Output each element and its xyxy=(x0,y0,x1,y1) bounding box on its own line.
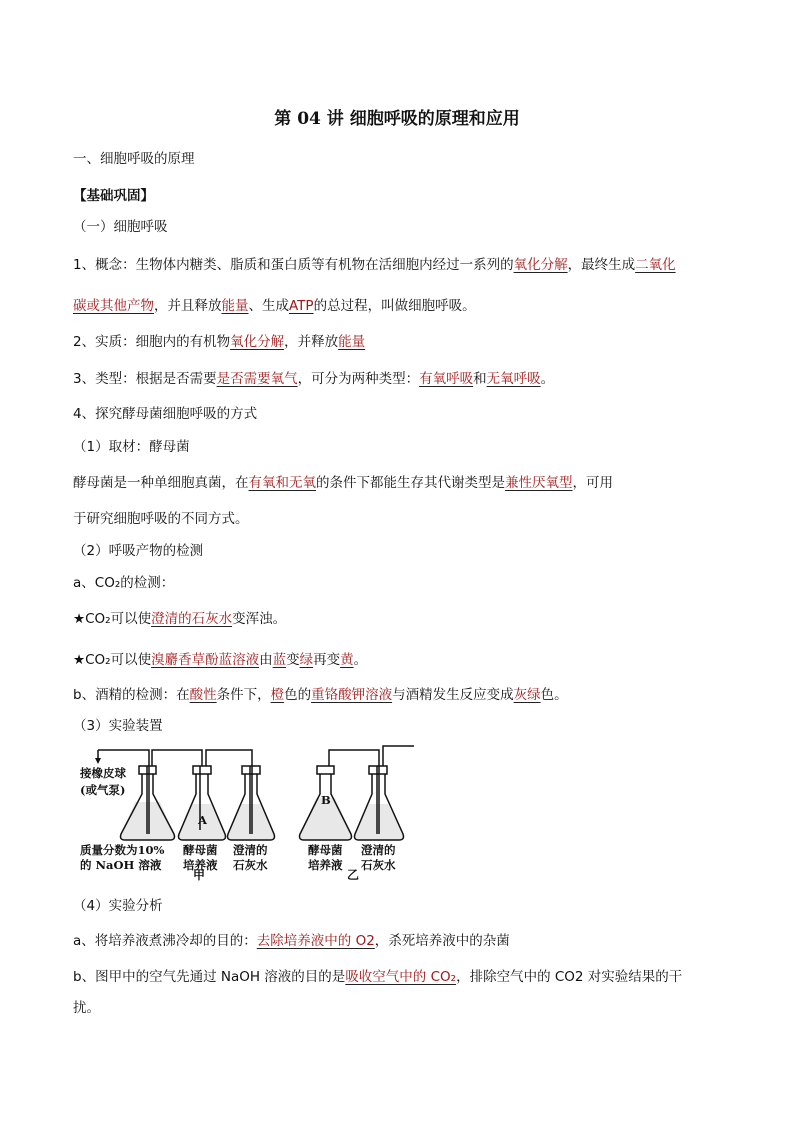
answer-anaerobic: 无氧呼吸 xyxy=(486,371,541,387)
basics-heading: 【基础巩固】 xyxy=(73,188,154,204)
flask-limewater-1 xyxy=(228,766,275,840)
q3-mid2: 和 xyxy=(473,371,487,387)
answer-aerobic: 有氧呼吸 xyxy=(419,371,474,387)
yeast-mid: 的条件下都能生存其代谢类型是 xyxy=(316,475,505,491)
essence-line xyxy=(73,333,365,351)
answer-gray-green: 灰绿 xyxy=(513,687,541,703)
answer-green: 绿 xyxy=(299,652,314,668)
q2-mid: ，并释放 xyxy=(284,334,339,350)
subsection-heading: （一）细胞呼吸 xyxy=(73,219,168,235)
co2-heading: a、CO₂的检测： xyxy=(73,575,175,591)
alcohol-mid2: 色的 xyxy=(284,687,312,703)
section-heading: 一、细胞呼吸的原理 xyxy=(73,151,195,167)
answer-absorb-co2: 吸收空气中的 CO₂ xyxy=(345,969,457,985)
yeast-line-1 xyxy=(73,474,613,492)
q1-mid3: 、生成 xyxy=(248,298,289,314)
alcohol-mid3: 与酒精发生反应变成 xyxy=(392,687,514,703)
caption-yeast-b-1: 酵母菌 xyxy=(308,843,343,857)
figure-label-jia: 甲 xyxy=(193,868,206,882)
q1-prefix: 1、概念：生物体内糖类、脂质和蛋白质等有机物在活细胞内经过一系列的 xyxy=(73,257,514,273)
pump-label-2: (或气泵) xyxy=(80,783,126,797)
q2-prefix: 2、实质：细胞内的有机物 xyxy=(73,334,231,350)
figure-label-yi: 乙 xyxy=(347,868,360,882)
answer-potassium-dichromate: 重铬酸钾溶液 xyxy=(311,687,393,703)
answer-oxidative-decomposition: 氧化分解 xyxy=(513,257,568,273)
types-line xyxy=(73,370,554,388)
co2-1-suffix: 变浑浊。 xyxy=(232,611,287,627)
answer-oxygen-need: 是否需要氧气 xyxy=(216,371,298,387)
q1-mid1: ，最终生成 xyxy=(567,257,636,273)
answer-oxidative-decomposition-2: 氧化分解 xyxy=(230,334,285,350)
concept-line-1 xyxy=(73,256,676,274)
co2-2-mid2: 变 xyxy=(286,652,300,668)
co2-2-suffix: 。 xyxy=(353,652,368,668)
co2-line-2 xyxy=(73,651,367,669)
answer-blue: 蓝 xyxy=(272,652,287,668)
alcohol-line xyxy=(73,686,568,704)
co2-2-mid3: 再变 xyxy=(313,652,341,668)
yeast-prefix: 酵母菌是一种单细胞真菌，在 xyxy=(73,475,249,491)
analysis-b-line-1 xyxy=(73,968,682,986)
q3-prefix: 3、类型：根据是否需要 xyxy=(73,371,217,387)
q1-suffix: 的总过程，叫做细胞呼吸。 xyxy=(313,298,476,314)
co2-1-prefix: ★CO₂可以使 xyxy=(73,611,152,627)
flask-a-label: A xyxy=(198,813,207,827)
page-title: 第 04 讲 细胞呼吸的原理和应用 xyxy=(274,109,520,129)
concept-line-2 xyxy=(73,297,476,315)
answer-facultative-anaerobe: 兼性厌氧型 xyxy=(505,475,573,491)
answer-bromothymol-blue: 溴麝香草酚蓝溶液 xyxy=(151,652,260,668)
analysis-a-prefix: a、将培养液煮沸冷却的目的： xyxy=(73,933,257,949)
yeast-suffix: ，可用 xyxy=(572,475,613,491)
analysis-b-suffix: ，排除空气中的 CO2 对实验结果的干 xyxy=(456,969,683,985)
caption-yeast-a-1: 酵母菌 xyxy=(183,843,218,857)
flask-b-label: B xyxy=(321,793,331,807)
experiment-apparatus-figure xyxy=(78,742,418,882)
q4-heading: 4、探究酵母菌细胞呼吸的方式 xyxy=(73,406,258,422)
co2-line-1 xyxy=(73,610,286,628)
caption-naoh-2: 的 NaOH 溶液 xyxy=(80,858,162,872)
answer-co2-part2: 碳或其他产物 xyxy=(73,298,154,314)
answer-energy: 能量 xyxy=(221,298,249,314)
alcohol-prefix: b、酒精的检测：在 xyxy=(73,687,190,703)
answer-energy-2: 能量 xyxy=(338,334,366,350)
answer-acidic: 酸性 xyxy=(189,687,217,703)
answer-co2-part1: 二氧化 xyxy=(635,257,676,273)
analysis-a-line xyxy=(73,932,510,950)
analysis-a-suffix: ，杀死培养液中的杂菌 xyxy=(374,933,510,949)
pump-label-1: 接橡皮球 xyxy=(80,766,126,780)
answer-limewater: 澄清的石灰水 xyxy=(151,611,233,627)
caption-naoh-1: 质量分数为10% xyxy=(80,843,165,857)
caption-yeast-b-2: 培养液 xyxy=(308,858,343,872)
flask-limewater-2 xyxy=(355,746,415,840)
q3-suffix: 。 xyxy=(540,371,555,387)
caption-limewater-1b: 石灰水 xyxy=(233,858,268,872)
caption-limewater-2b: 石灰水 xyxy=(361,858,396,872)
answer-remove-o2: 去除培养液中的 O2 xyxy=(256,933,375,949)
q4-4-heading: （4）实验分析 xyxy=(73,898,163,914)
co2-2-prefix: ★CO₂可以使 xyxy=(73,652,152,668)
q4-3-heading: （3）实验装置 xyxy=(73,718,163,734)
caption-yeast-a-2: 培养液 xyxy=(183,858,218,872)
analysis-b-line-2: 扰。 xyxy=(73,1000,100,1016)
co2-2-mid1: 由 xyxy=(259,652,273,668)
alcohol-suffix: 色。 xyxy=(540,687,568,703)
yeast-line-2: 于研究细胞呼吸的不同方式。 xyxy=(73,511,249,527)
q3-mid1: ，可分为两种类型： xyxy=(297,371,420,387)
answer-aerobic-and-anaerobic: 有氧和无氧 xyxy=(248,475,316,491)
q1-mid2: ，并且释放 xyxy=(154,298,222,314)
caption-limewater-2a: 澄清的 xyxy=(361,843,396,857)
alcohol-mid1: 条件下， xyxy=(216,687,271,703)
analysis-b-prefix: b、图甲中的空气先通过 NaOH 溶液的目的是 xyxy=(73,969,346,985)
caption-limewater-1a: 澄清的 xyxy=(233,843,268,857)
q4-2-heading: （2）呼吸产物的检测 xyxy=(73,543,204,559)
q4-1-heading: （1）取材：酵母菌 xyxy=(73,439,190,455)
answer-atp: ATP xyxy=(289,298,314,314)
answer-orange: 橙 xyxy=(270,687,285,703)
answer-yellow: 黄 xyxy=(340,652,354,668)
